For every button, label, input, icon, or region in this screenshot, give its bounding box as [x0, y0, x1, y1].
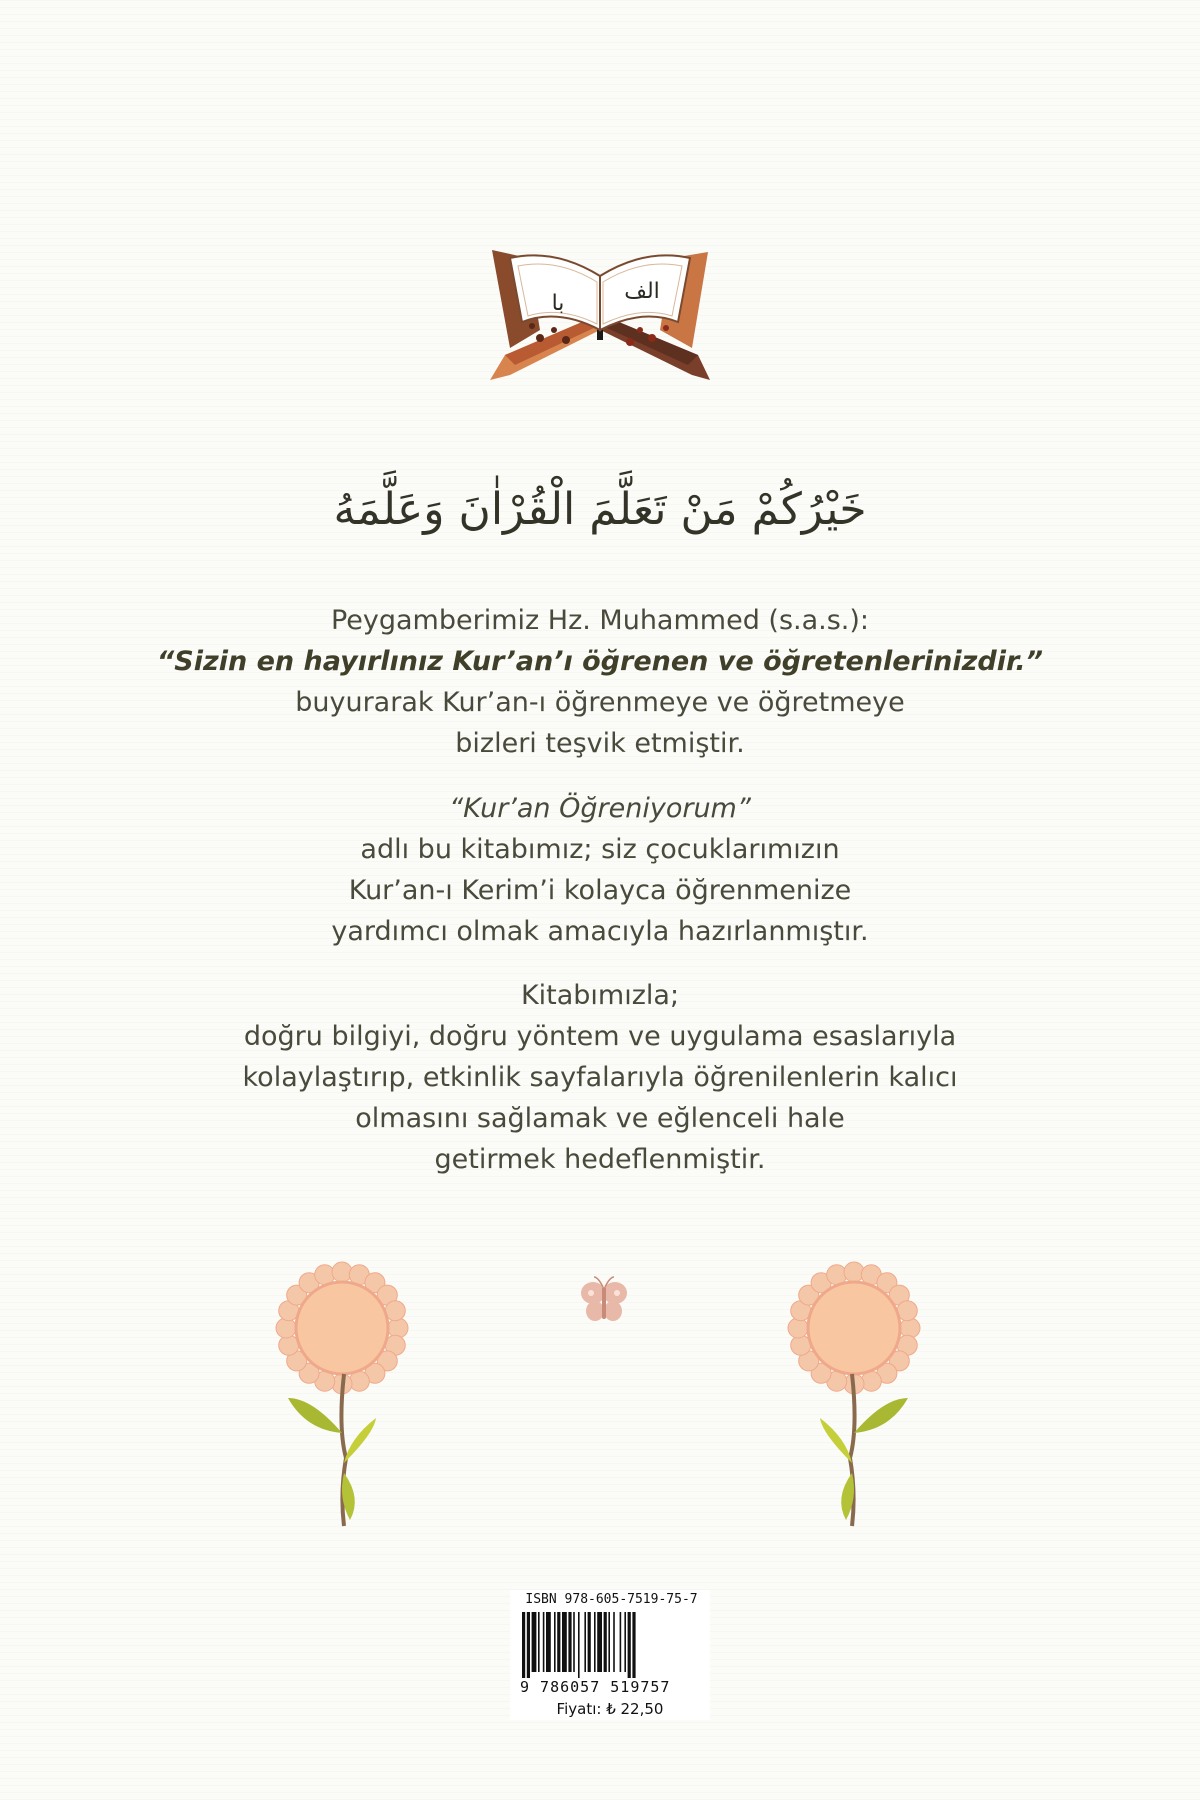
barcode-bar	[628, 1612, 631, 1678]
flower-right-illustration	[784, 1258, 924, 1528]
flower-petal	[388, 1318, 408, 1338]
flower-center	[296, 1282, 388, 1374]
book-letter-left: با	[551, 291, 565, 316]
barcode-bar	[624, 1612, 626, 1672]
flower-leaf	[288, 1398, 342, 1433]
hadith-quote: “Sizin en hayırlınız Kur’an’ı öğrenen ve öğretenlerinizdir.”	[156, 646, 1044, 677]
barcode-bar	[604, 1612, 607, 1672]
barcode-bar	[620, 1612, 622, 1672]
barcode-bar	[562, 1612, 567, 1672]
barcode-bar	[532, 1612, 537, 1672]
aims-line-3: kolaylaştırıp, etkinlik sayfalarıyla öğrenilenlerin kalıcı	[242, 1062, 958, 1093]
isbn-text: ISBN 978-605-7519-75-7	[525, 1592, 698, 1607]
barcode-bar	[557, 1612, 560, 1672]
book-line-3: Kur’an-ı Kerim’i kolayca öğrenmenize	[348, 875, 852, 906]
barcode-digits: 9 786057 519757	[520, 1678, 671, 1696]
barcode-bar	[578, 1612, 580, 1678]
barcode-bar	[632, 1612, 635, 1678]
flower-leaf	[344, 1418, 376, 1463]
barcode-area	[510, 1590, 710, 1720]
aims-line-2: doğru bilgiyi, doğru yöntem ve uygulama esaslarıyla	[243, 1021, 957, 1052]
flower-left-illustration	[272, 1258, 412, 1528]
barcode-bar	[546, 1612, 551, 1672]
barcode-bar	[554, 1612, 556, 1672]
intro-line-3: buyurarak Kur’an-ı öğrenmeye ve öğretmeye	[295, 687, 905, 718]
flower-center	[808, 1282, 900, 1374]
flower-petal	[900, 1318, 920, 1338]
book-line-2: adlı bu kitabımız; siz çocuklarımızın	[360, 834, 840, 865]
book-letter-right: الف	[624, 279, 660, 304]
barcode-bar	[543, 1612, 545, 1672]
book-title: “Kur’an Öğreniyorum”	[449, 793, 751, 824]
book-line-4: yardımcı olmak amacıyla hazırlanmıştır.	[331, 916, 869, 947]
flower-petal	[788, 1318, 808, 1338]
barcode-bar	[584, 1612, 586, 1672]
rahle-book-stand-illustration	[470, 230, 730, 400]
barcode-bar	[608, 1612, 610, 1672]
intro-line-1: Peygamberimiz Hz. Muhammed (s.a.s.):	[330, 605, 870, 636]
price: Fiyatı: ₺ 22,50	[556, 1700, 664, 1718]
barcode-bar	[597, 1612, 602, 1672]
barcode-bar	[527, 1612, 530, 1678]
flower-petal	[844, 1262, 864, 1282]
aims-line-1: Kitabımızla;	[520, 980, 680, 1011]
barcode-bar	[538, 1612, 540, 1672]
aims-line-4: olmasını sağlamak ve eğlenceli hale	[355, 1103, 845, 1134]
barcode-bar	[522, 1612, 525, 1678]
barcode-bar	[568, 1612, 571, 1672]
intro-paragraph	[150, 600, 1050, 764]
aims-line-5: getirmek hedeflenmiştir.	[434, 1144, 766, 1175]
barcode-bar	[588, 1612, 591, 1672]
butterfly-icon	[576, 1273, 632, 1329]
flower-leaf	[820, 1418, 852, 1463]
intro-line-4: bizleri teşvik etmiştir.	[455, 728, 745, 759]
flower-petal	[276, 1318, 296, 1338]
barcode-bar	[594, 1612, 596, 1672]
flower-petal	[332, 1262, 352, 1282]
barcode-bar	[613, 1612, 615, 1672]
book-paragraph	[150, 788, 1050, 952]
barcode-bar	[573, 1612, 575, 1672]
arabic-hadith: خَيْرُكُمْ مَنْ تَعَلَّمَ الْقُرْاٰنَ وَعَلَّمَهُ	[333, 484, 867, 535]
flower-leaf	[854, 1398, 908, 1433]
barcode-icon	[520, 1612, 700, 1678]
aims-paragraph	[150, 975, 1050, 1180]
